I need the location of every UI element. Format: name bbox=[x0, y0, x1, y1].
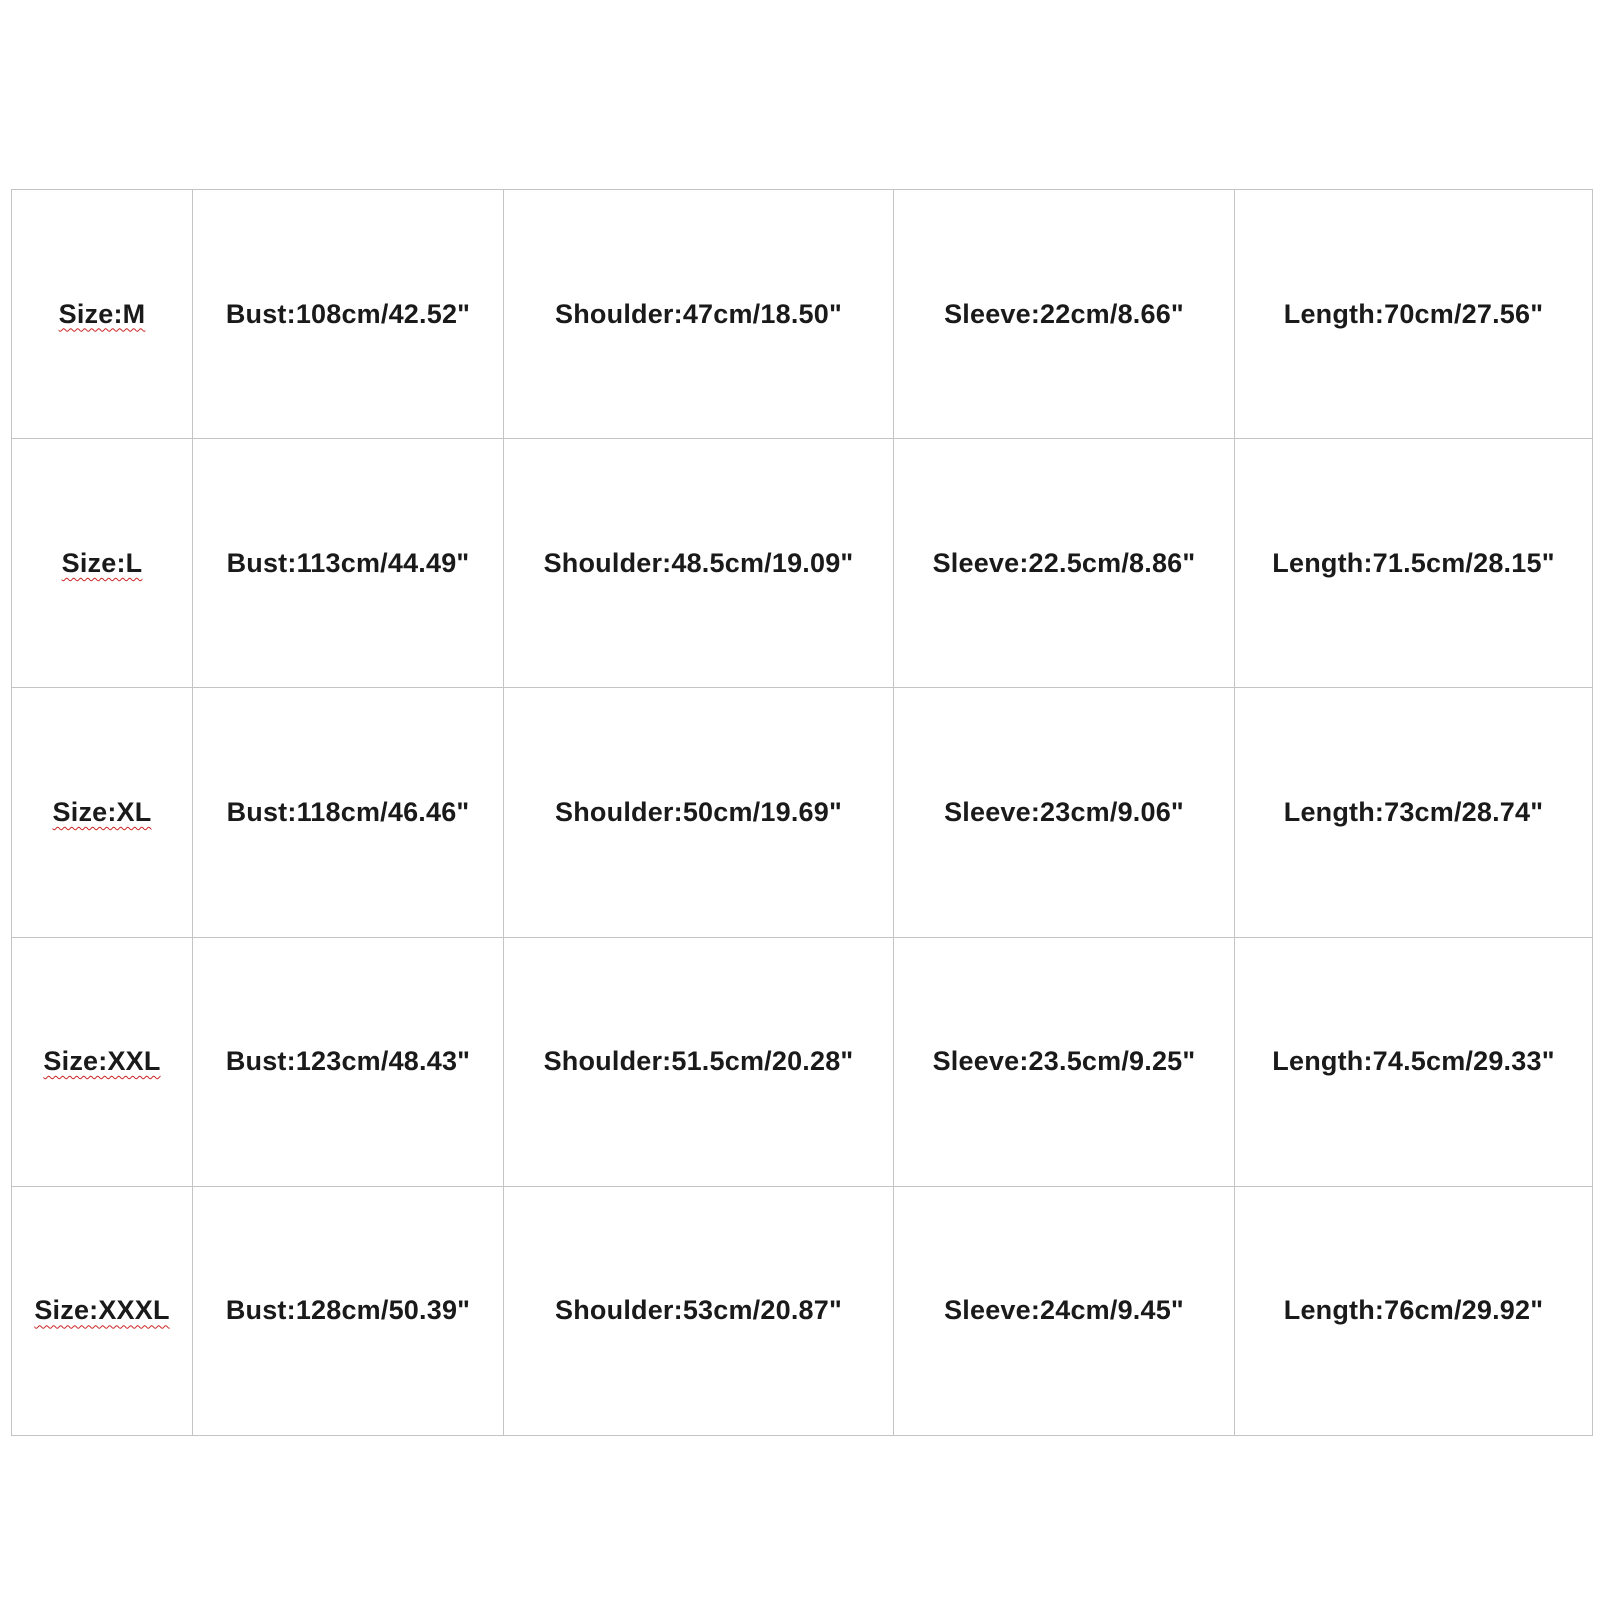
size-label: Size:L bbox=[61, 547, 143, 578]
length-cell: Length:73cm/28.74" bbox=[1235, 688, 1593, 937]
size-cell bbox=[12, 190, 193, 439]
size-label: Size:XXXL bbox=[34, 1295, 170, 1326]
table-row bbox=[12, 937, 1593, 1186]
length-cell: Length:71.5cm/28.15" bbox=[1235, 439, 1593, 688]
size-cell bbox=[12, 688, 193, 937]
sleeve-cell: Sleeve:22cm/8.66" bbox=[894, 190, 1235, 439]
sleeve-cell: Sleeve:22.5cm/8.86" bbox=[894, 439, 1235, 688]
shoulder-cell: Shoulder:50cm/19.69" bbox=[504, 688, 894, 937]
size-label: Size:XL bbox=[52, 796, 152, 827]
bust-cell: Bust:108cm/42.52" bbox=[193, 190, 504, 439]
table-row bbox=[12, 439, 1593, 688]
table-row bbox=[12, 1186, 1593, 1435]
size-chart-table bbox=[11, 189, 1593, 1436]
table-row bbox=[12, 190, 1593, 439]
sleeve-cell: Sleeve:24cm/9.45" bbox=[894, 1186, 1235, 1435]
size-label: Size:XXL bbox=[43, 1046, 161, 1077]
size-cell bbox=[12, 439, 193, 688]
shoulder-cell: Shoulder:53cm/20.87" bbox=[504, 1186, 894, 1435]
size-cell bbox=[12, 937, 193, 1186]
length-cell: Length:74.5cm/29.33" bbox=[1235, 937, 1593, 1186]
bust-cell: Bust:128cm/50.39" bbox=[193, 1186, 504, 1435]
shoulder-cell: Shoulder:48.5cm/19.09" bbox=[504, 439, 894, 688]
shoulder-cell: Shoulder:47cm/18.50" bbox=[504, 190, 894, 439]
bust-cell: Bust:113cm/44.49" bbox=[193, 439, 504, 688]
table-row bbox=[12, 688, 1593, 937]
length-cell: Length:70cm/27.56" bbox=[1235, 190, 1593, 439]
bust-cell: Bust:123cm/48.43" bbox=[193, 937, 504, 1186]
sleeve-cell: Sleeve:23.5cm/9.25" bbox=[894, 937, 1235, 1186]
shoulder-cell: Shoulder:51.5cm/20.28" bbox=[504, 937, 894, 1186]
sleeve-cell: Sleeve:23cm/9.06" bbox=[894, 688, 1235, 937]
length-cell: Length:76cm/29.92" bbox=[1235, 1186, 1593, 1435]
size-cell bbox=[12, 1186, 193, 1435]
size-label: Size:M bbox=[58, 298, 146, 329]
bust-cell: Bust:118cm/46.46" bbox=[193, 688, 504, 937]
